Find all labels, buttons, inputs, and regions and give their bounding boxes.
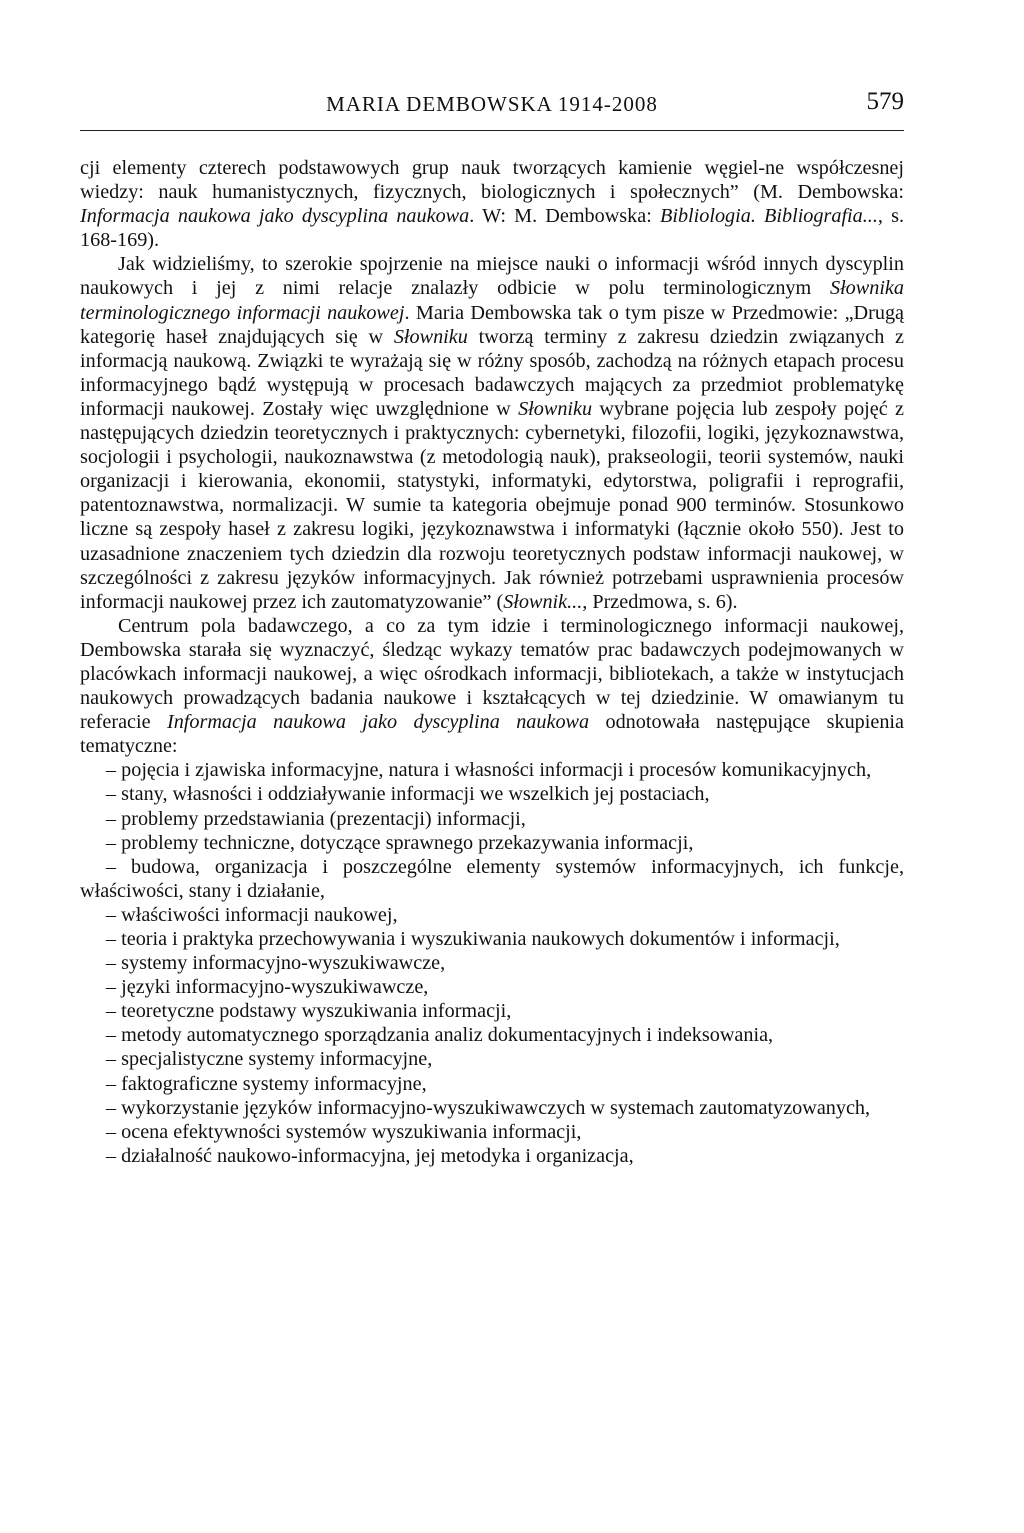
body-text — [80, 156, 904, 1168]
italic-title: Słowniku — [518, 397, 593, 420]
paragraph — [80, 156, 904, 252]
topic-list — [80, 758, 904, 1168]
running-head — [80, 88, 904, 126]
text-run: tworzą terminy z zakresu dziedzin związanych z informacją naukową. Związki te wyrażają się w różny sposób, zachodzą na różnych etapach procesu informacyjnego bądź występują w procesach badawczych mających za przedmiot problematykę informacji naukowej. Zostały więc uwzględnione w — [80, 325, 904, 420]
text-run: Centrum pola badawczego, a co za tym idzie i terminologicznego informacji naukowej, Dembowska starała się wyznaczyć, śledząc wykazy tematów prac badawczych podejmowanych w placówkach informacji naukowej, a więc ośrodkach informacji, bibliotekach, a także w instytucjach naukowych prowadzących badania naukowe i kształcących w tej dziedzinie. W omawianym tu referacie — [80, 614, 904, 734]
list-item: – działalność naukowo-informacyjna, jej metodyka i organizacja, — [106, 1144, 634, 1167]
list-item: – problemy techniczne, dotyczące sprawnego przekazywania informacji, — [106, 831, 694, 854]
list-item: – ocena efektywności systemów wyszukiwania informacji, — [106, 1120, 582, 1143]
text-run: , s. 168-169). — [80, 205, 905, 252]
list-item: – systemy informacyjno-wyszukiwawcze, — [106, 952, 446, 975]
page-number: 579 — [866, 88, 904, 115]
list-item: – pojęcia i zjawiska informacyjne, natura i własności informacji i procesów komunikacyjnych, — [106, 759, 872, 782]
italic-title: Informacja naukowa jako dyscyplina naukowa — [80, 205, 470, 228]
text-run: odnotowała następujące skupienia tematyczne: — [80, 711, 904, 758]
list-item: – faktograficzne systemy informacyjne, — [106, 1072, 427, 1095]
italic-title: Słownik... — [503, 590, 583, 613]
list-item: – języki informacyjno-wyszukiwawcze, — [106, 976, 429, 999]
list-item: – teoria i praktyka przechowywania i wyszukiwania naukowych dokumentów i informacji, — [106, 928, 840, 950]
running-title: MARIA DEMBOWSKA 1914-2008 — [326, 92, 658, 116]
italic-title: Bibliologia. Bibliografia... — [660, 205, 878, 228]
text-run: . W: M. Dembowska: — [469, 205, 660, 228]
text-run: . Maria Dembowska tak o tym pisze w Przedmowie: „Drugą kategorię haseł znajdujących się w — [80, 301, 905, 348]
italic-title: Informacja naukowa jako dyscyplina naukowa — [166, 711, 590, 734]
italic-title: Słownika terminologicznego informacji naukowej — [80, 277, 904, 324]
list-item: – budowa, organizacja i poszczególne elementy systemów informacyjnych, ich funkcje, właściwości, stany i działanie, — [80, 855, 904, 902]
list-item: – specjalistyczne systemy informacyjne, — [106, 1048, 433, 1071]
paragraph — [80, 614, 904, 759]
text-run: Jak widzieliśmy, to szerokie spojrzenie na miejsce nauki o informacji wśród innych dyscyplin naukowych i jej z nimi relacje znalazły odbicie w polu terminologicznym — [80, 253, 904, 300]
list-item: – metody automatycznego sporządzania analiz dokumentacyjnych i indeksowania, — [106, 1024, 774, 1047]
list-item: – teoretyczne podstawy wyszukiwania informacji, — [106, 1000, 512, 1023]
italic-title: Słowniku — [393, 325, 468, 348]
list-item: – problemy przedstawiania (prezentacji) informacji, — [106, 807, 526, 830]
list-item: – właściwości informacji naukowej, — [106, 903, 398, 926]
text-run: , Przedmowa, s. 6). — [582, 590, 738, 613]
paragraph — [80, 252, 904, 613]
paragraphs — [80, 156, 904, 758]
text-run: wybrane pojęcia lub zespoły pojęć z następujących dziedzin teoretycznych i praktycznych: cybernetyki, filozofii, logiki, językoznawstwa, socjologii i psychologii, naukoznawstwa (z metodologią nauk), prakseologii, teorii systemów, nauki organizacji i kierowania, ekonomii, statystyki, informatyki, edytorstwa, poligrafii i reprografii, patentoznawstwa, normalizacji. W sumie ta kategoria obejmuje ponad 900 terminów. Stosunkowo liczne są zespoły haseł z zakresu logiki, językoznawstwa i informatyki (łącznie około 550). Jest to uzasadnione znaczeniem tych dziedzin dla rozwoju teoretycznych podstaw informacji naukowej, w szczególności z zakresu języków informacyjnych. Jak również potrzebami usprawnienia procesów informacji naukowej przez ich zautomatyzowanie” ( — [80, 397, 904, 613]
list-item: – stany, własności i oddziaływanie informacji we wszelkich jej postaciach, — [106, 783, 710, 806]
list-item: – wykorzystanie języków informacyjno-wyszukiwawczych w systemach zautomatyzowanych, — [106, 1096, 871, 1119]
text-run: cji elementy czterech podstawowych grup nauk tworzących kamienie węgiel-ne współczesnej wiedzy: nauk humanistycznych, fizycznych, biologicznych i społecznych” (M. Dembowska: — [80, 157, 904, 204]
header-rule — [80, 130, 904, 131]
